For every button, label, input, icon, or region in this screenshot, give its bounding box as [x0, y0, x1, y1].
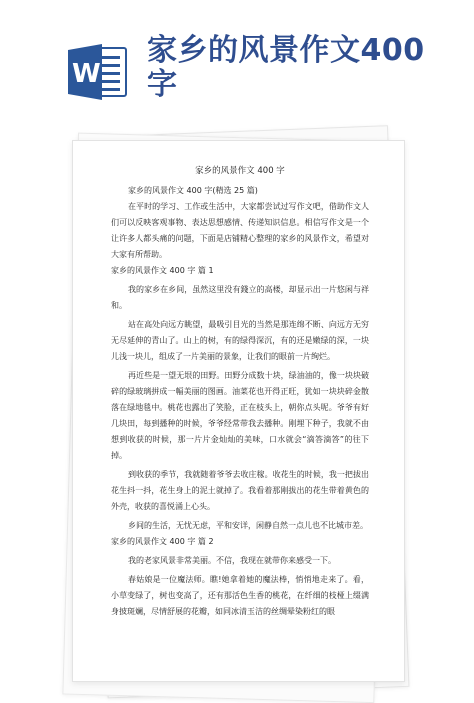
document-page [72, 140, 405, 682]
paragraph: 再近些是一望无垠的田野。田野分成数十块，绿油油的，像一块块破碎的绿玻璃拼成一幅美丽的图画。油菜花也开得正旺，犹如一块块碎金散落在绿地毯中。桃花也露出了笑脸，正在枝头上，朝你点头呢。爷爷有好几块田，每到播种的时候，爷爷经常带我去播种。刚埋下种子，我就不由想到收获的时候，那一片片金灿灿的美味，口水就会“滴答滴答”的往下掉。 [111, 371, 369, 460]
document-title: 家乡的风景作文 400 字 [195, 166, 285, 176]
section-heading: 家乡的风景作文 400 字 篇 2 [111, 537, 214, 546]
paragraph: 我的家乡在乡间，虽然这里没有錢立的高楼，却显示出一片悠闲与祥和。 [111, 285, 369, 310]
banner-title: 家乡的风景作文400字 [147, 33, 425, 102]
section-heading: 家乡的风景作文 400 字 篇 1 [111, 266, 214, 275]
paragraph: 春姑娘是一位魔法师。瞧!她拿着她的魔法棒，悄悄地走来了。看，小草变绿了，树也变高了，还有那活色生香的桃花，在纤细的枝桠上缀满身披斑斓，尽情舒展的花瓣，如同冰清玉洁的丝绸晕染粉红的眼 [111, 575, 369, 616]
document-subtitle: 家乡的风景作文 400 字(精选 25 篇) [128, 186, 258, 195]
paragraph: 我的老家风景非常美丽。不信，我现在就带你来感受一下。 [128, 556, 336, 565]
word-document-icon [66, 40, 130, 104]
svg-text:W: W [72, 59, 101, 89]
intro-paragraph: 在平时的学习、工作或生活中，大家都尝试过写作文吧，借助作文人们可以反映客观事物、表达思想感情、传递知识信息。相信写作文是一个让许多人都头痛的问题，下面是店铺精心整理的家乡的风景作文，希望对大家有所帮助。 [111, 202, 369, 259]
banner-header [0, 0, 474, 130]
paragraph: 乡间的生活，无忧无虑，平和安详，闲静自然一点儿也不比城市差。 [128, 521, 368, 530]
document-body [111, 163, 369, 620]
paragraph: 站在高处向远方眺望，最吸引目光的当然是那连绵不断、向远方无穷无尽延伸的青山了。山上的树，有的绿得深沉，有的还是嫩绿的深，一块儿浅一块儿，组成了一片美丽的景象，让我们的眼前一片绚烂。 [111, 320, 369, 361]
paragraph: 到收获的季节，我就随着爷爷去收庄稼。收花生的时候，我一把拔出花生抖一抖，花生身上的泥土就掉了。我看着那刚拔出的花生带着黄色的外壳，收获的喜悦涌上心头。 [111, 470, 369, 511]
